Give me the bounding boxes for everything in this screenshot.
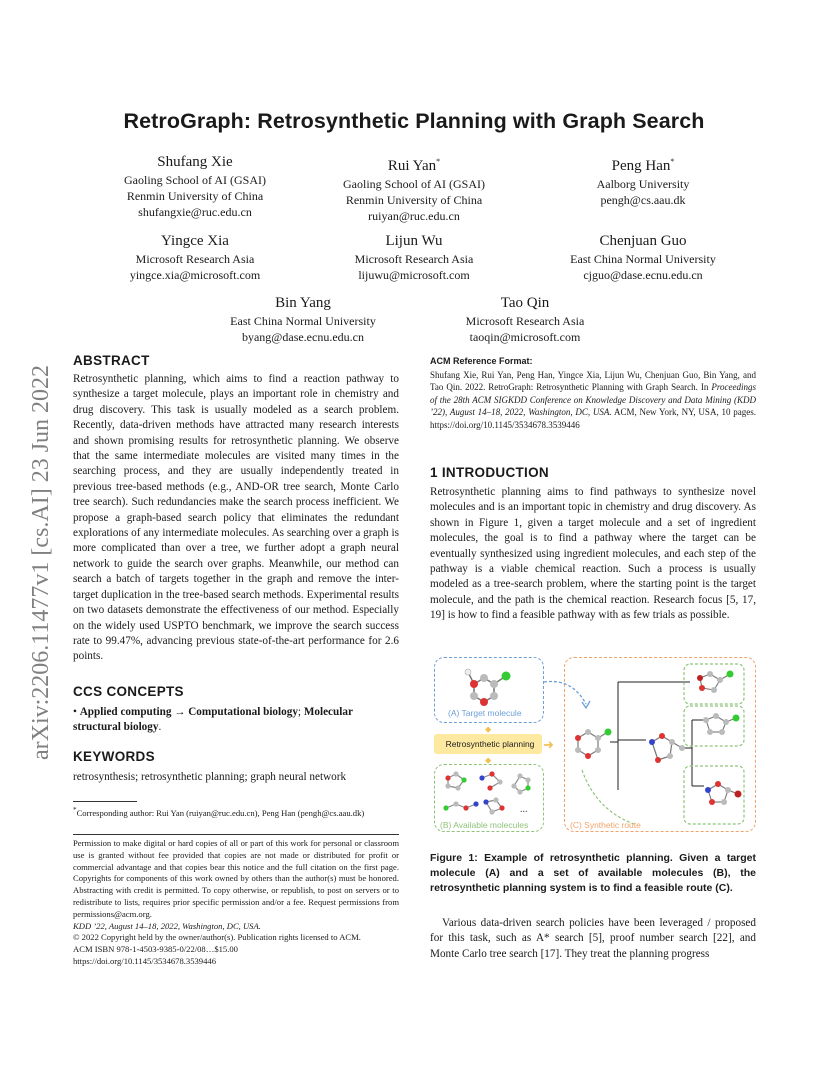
author-name: Chenjuan Guo [599, 233, 687, 249]
author-affiliation: Aalborg University [596, 177, 690, 191]
author-name: Peng Han [611, 158, 671, 174]
author-email: shufangxie@ruc.edu.cn [138, 205, 252, 219]
author-block [420, 293, 630, 345]
arrow-down-icon: ⬥ [485, 724, 492, 734]
ccs-separator: ; [297, 706, 302, 718]
author-email: lijuwu@microsoft.com [358, 268, 470, 282]
ellipsis: ... [520, 804, 528, 815]
acm-reference-proceedings: Proceedings of the 28th ACM SIGKDD Conference on Knowledge Discovery and Data Mining (KDD ’22), August 14–18, 2022, Washington, DC, USA. [430, 382, 756, 418]
arrow-up-icon: ⬥ [485, 755, 492, 765]
introduction-text: Retrosynthetic planning aims to find pathways to synthesize novel molecules and is an important topic in chemistry and drug discovery. As shown in Figure 1, given a target molecule and a set of ingredient molecules, the goal is to find a pathway where the target can be eventually synthesized using ingredient molecules, and each step of the pathway is a viable chemical reaction. Such a process is usually modeled as a tree-search problem, where the starting point is the target molecule, and the path is the chemical reaction. Research focus [5, 17, 19] is how to find a feasible pathway with as few trials as possible. [430, 486, 756, 622]
author-affiliation: Renmin University of China [345, 193, 483, 207]
introduction-heading: 1 INTRODUCTION [430, 465, 549, 480]
abstract-text: Retrosynthetic planning, which aims to find a reaction pathway to synthesize a target molecule, plays an important role in chemistry and drug discovery. This task is usually modeled as a search problem. Recently, data-driven methods have attracted many research interests and shown promising results for retrosynthetic planning. We observe that the same intermediate molecules are visited many times in the searching process, and they are usually independently treated in previous tree-based methods (e.g., AND-OR tree search, Monte Carlo tree search). Such redundancies make the search process inefficient. We propose a graph-based search policy that eliminates the redundant explorations of any intermediate molecules. As searching over a graph is more complicated than over a tree, we further adopt a graph neural network to guide the search over graphs. Meanwhile, our method can search a batch of targets together in the graph and remove the inter-target duplication in the tree-based search methods. Experimental results on two datasets demonstrate the effectiveness of our method. Especially on the widely used USPTO benchmark, we improve the search success rate to 99.47%, advancing previous state-of-the-art performance for 2.6 points. [73, 373, 399, 663]
author-affiliation: East China Normal University [230, 314, 376, 328]
acm-reference-publisher: ACM, New York, NY, USA, 10 pages. https://doi.org/10.1145/3534678.3539446 [430, 407, 756, 430]
introduction-section [430, 465, 756, 624]
author-email: ruiyan@ruc.edu.cn [368, 209, 460, 223]
author-mark: * [670, 157, 675, 166]
ccs-bullet: • [73, 706, 77, 718]
author-name: Bin Yang [275, 295, 331, 311]
author-block [90, 231, 300, 283]
acm-reference-heading: ACM Reference Format: [430, 356, 533, 366]
permission-text: Permission to make digital or hard copies of all or part of this work for personal or classroom use is granted without fee provided that copies are not made or distributed for profit or commercial advantage and that copies bear this notice and the full citation on the first page. Copyrights for components of this work owned by others than the author(s) must be honored. Abstracting with credit is permitted. To copy otherwise, or republish, to post on servers or to redistribute to lists, requires prior specific permission and/or a fee. Request permissions from permissions@acm.org. [73, 838, 399, 919]
ccs-section [73, 684, 399, 736]
author-block [319, 152, 509, 224]
figure-1 [430, 654, 760, 836]
isbn-line: ACM ISBN 978-1-4503-9385-0/22/08…$15.00 [73, 944, 238, 955]
acm-reference-authors: Shufang Xie, Rui Yan, Peng Han, Yingce Xia, Lijun Wu, Chenjuan Guo, Bin Yang, and Tao Qin. 2022. RetroGraph: Retrosynthetic Planning with Graph Search. In [430, 370, 756, 393]
keywords-text: retrosynthesis; retrosynthetic planning; graph neural network [73, 771, 347, 783]
footnote-mark: * [73, 806, 77, 814]
author-affiliation: Gaoling School of AI (GSAI) [343, 177, 485, 191]
author-affiliation: East China Normal University [570, 252, 716, 266]
synthetic-route-diagram [566, 660, 752, 828]
author-affiliation: Microsoft Research Asia [135, 252, 255, 266]
ccs-arrow: → [174, 706, 186, 718]
acm-reference-text [430, 369, 756, 431]
keywords-heading: KEYWORDS [73, 749, 155, 764]
author-email: taoqin@microsoft.com [469, 330, 581, 344]
author-name: Shufang Xie [157, 154, 233, 170]
permission-block [73, 838, 399, 968]
author-email: cjguo@dase.ecnu.edu.cn [583, 268, 703, 282]
author-email: pengh@cs.aau.dk [600, 193, 686, 207]
arxiv-stamp [28, 300, 54, 760]
ccs-item: Computational biology [188, 706, 298, 718]
author-affiliation: Microsoft Research Asia [354, 252, 474, 266]
target-molecule-icon [460, 662, 524, 710]
author-affiliation: Renmin University of China [126, 189, 264, 203]
available-molecules-label: (B) Available molecules [440, 820, 529, 830]
author-name: Yingce Xia [161, 233, 229, 249]
author-block [100, 152, 290, 220]
paper-title: RetroGraph: Retrosynthetic Planning with Graph Search [123, 109, 705, 133]
ccs-text [73, 705, 399, 736]
keywords-section [73, 749, 399, 785]
doi-line: https://doi.org/10.1145/3534678.3539446 [73, 955, 216, 966]
abstract-section [73, 353, 399, 665]
abstract-heading: ABSTRACT [73, 353, 150, 368]
author-name: Lijun Wu [385, 233, 443, 249]
author-affiliation: Microsoft Research Asia [465, 314, 585, 328]
author-block [198, 293, 408, 345]
footnote-rule [73, 801, 137, 802]
ccs-item: Molecular structural biology [73, 706, 353, 734]
arrow-right-icon: ➜ [543, 737, 554, 752]
author-name: Rui Yan [387, 158, 437, 174]
synthetic-route-label: (C) Synthetic route [570, 820, 641, 830]
author-email: byang@dase.ecnu.edu.cn [241, 330, 364, 344]
ccs-heading: CCS CONCEPTS [73, 684, 184, 699]
author-email: yingce.xia@microsoft.com [129, 268, 261, 282]
continuation-paragraph: Various data-driven search policies have been leveraged / proposed for this task, such as A* search [5], proof number search [22], and Monte Carlo tree search [17]. They treat the planning progress [430, 917, 756, 960]
arxiv-stamp-text: arXiv:2206.11477v1 [cs.AI] 23 Jun 2022 [28, 364, 54, 760]
footnote-text: Corresponding author: Rui Yan (ruiyan@ruc.edu.cn), Peng Han (pengh@cs.aau.dk) [76, 807, 365, 818]
author-block [548, 152, 738, 208]
author-block [309, 231, 519, 283]
planning-label: Retrosynthetic planning [445, 739, 535, 749]
footnote [73, 805, 403, 820]
figure-1-caption: Figure 1: Example of retrosynthetic planning. Given a target molecule (A) and a set of available molecules (B), the retrosynthetic planning system is to find a feasible route (C). [430, 852, 756, 894]
ccs-end: . [158, 721, 162, 734]
author-block [538, 231, 748, 283]
copyright-line: © 2022 Copyright held by the owner/author(s). Publication rights licensed to ACM. [73, 932, 361, 943]
permission-rule [73, 834, 399, 835]
author-affiliation: Gaoling School of AI (GSAI) [124, 173, 266, 187]
acm-reference [430, 356, 756, 431]
target-molecule-label: (A) Target molecule [448, 708, 522, 718]
conference-venue: KDD ’22, August 14–18, 2022, Washington, DC, USA. [73, 920, 261, 931]
author-name: Tao Qin [500, 295, 550, 311]
ccs-item: Applied computing [79, 706, 172, 718]
author-mark: * [436, 157, 441, 166]
